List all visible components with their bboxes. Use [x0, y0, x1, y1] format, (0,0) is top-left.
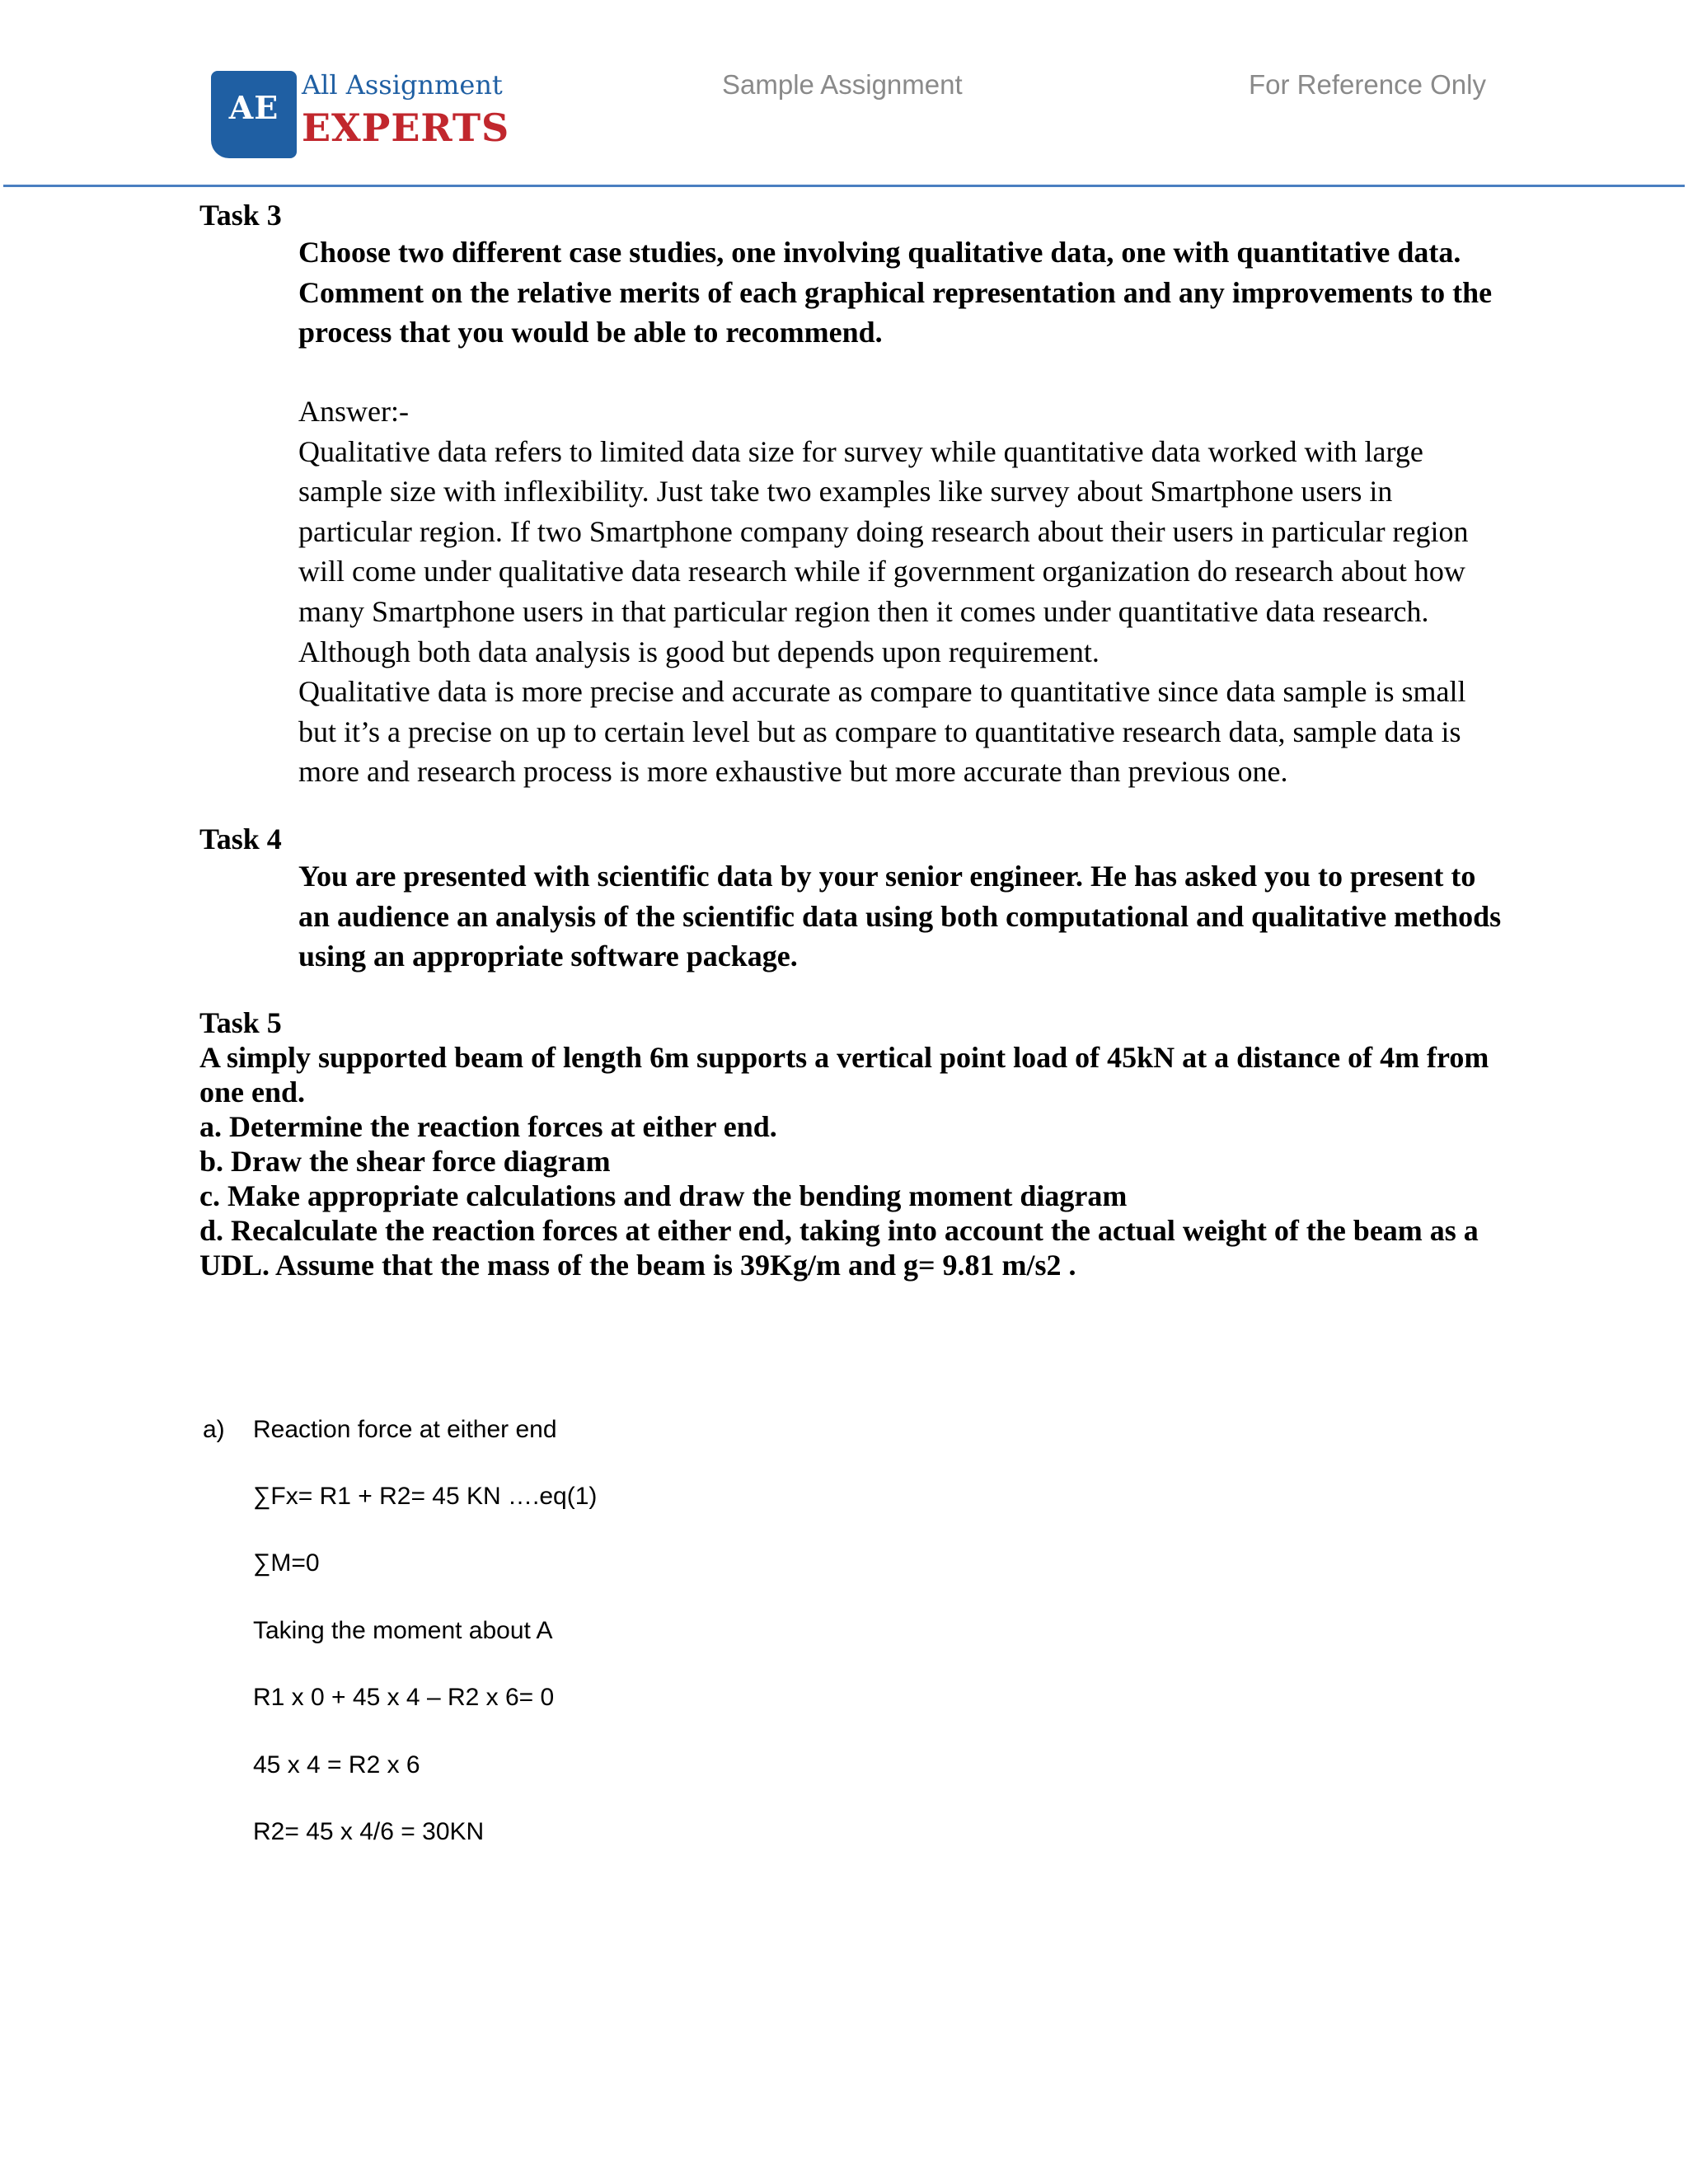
task5-part-c: c. Make appropriate calculations and draw the bending moment diagram [199, 1179, 1128, 1212]
company-logo [211, 69, 510, 162]
header-center-text: Sample Assignment [722, 69, 963, 100]
task5-part-b: b. Draw the shear force diagram [199, 1145, 611, 1178]
logo-line-2: EXPERTS [302, 105, 510, 150]
task4-question-text: You are presented with scientific data by your senior engineer. He has asked you to present to an audience an analysis of the scientific data using both computational and qualitative methods using an appropriate software package. [298, 860, 1502, 973]
equation-line: 45 x 4 = R2 x 6 [253, 1751, 420, 1779]
task3-question-text: Choose two different case studies, one involving qualitative data, one with quantitative data. Comment on the relative merits of each graphical representation and any improvements to the process that you would be able to recommend. [298, 236, 1493, 349]
task3-heading: Task 3 [199, 199, 282, 232]
header-right-text: For Reference Only [1249, 69, 1486, 100]
task5-block [199, 1005, 1518, 1282]
task5-intro: A simply supported beam of length 6m supports a vertical point load of 45kN at a distance of 4m from one end. [199, 1041, 1489, 1108]
task3-answer [298, 391, 1502, 792]
header-divider [3, 185, 1685, 187]
logo-badge-text: AE [228, 89, 279, 126]
task3-answer-paragraph-2: Qualitative data is more precise and accurate as compare to quantitative since data sample is small but it’s a precise on up to certain level but as compare to quantitative research data, sample data is more and research process is more exhaustive but more accurate than previous one. [298, 675, 1466, 789]
equation-line: R2= 45 x 4/6 = 30KN [253, 1818, 485, 1845]
task4-question [298, 856, 1502, 977]
task5-part-a: a. Determine the reaction forces at either end. [199, 1110, 777, 1143]
task3-question [298, 232, 1502, 353]
equation-line: ∑M=0 [253, 1549, 320, 1577]
logo-badge [211, 71, 297, 158]
task5-part-d: d. Recalculate the reaction forces at either end, taking into account the actual weight of the beam as a UDL. Assume that the mass of the beam is 39Kg/m and g= 9.81 m/s2 . [199, 1214, 1479, 1282]
task4-heading: Task 4 [199, 823, 282, 855]
equation-line: R1 x 0 + 45 x 4 – R2 x 6= 0 [253, 1684, 555, 1711]
solution-label: a) [203, 1416, 225, 1443]
logo-line-1: All Assignment [302, 69, 503, 101]
solution-title: Reaction force at either end [253, 1416, 557, 1443]
task3-answer-paragraph-1: Qualitative data refers to limited data size for survey while quantitative data worked with large sample size with inflexibility. Just take two examples like survey about Smartphone users in particular region. If two Smartphone company doing research about their users in particular region will come under qualitative data research while if government organization do research about how many Smartphone users in that particular region then it comes under quantitative data research. Although both data analysis is good but depends upon requirement. [298, 434, 1469, 668]
task5-heading: Task 5 [199, 1006, 282, 1039]
equation-line: ∑Fx= R1 + R2= 45 KN ….eq(1) [253, 1483, 598, 1510]
equation-line: Taking the moment about A [253, 1617, 553, 1644]
task3-answer-label: Answer:- [298, 395, 409, 428]
